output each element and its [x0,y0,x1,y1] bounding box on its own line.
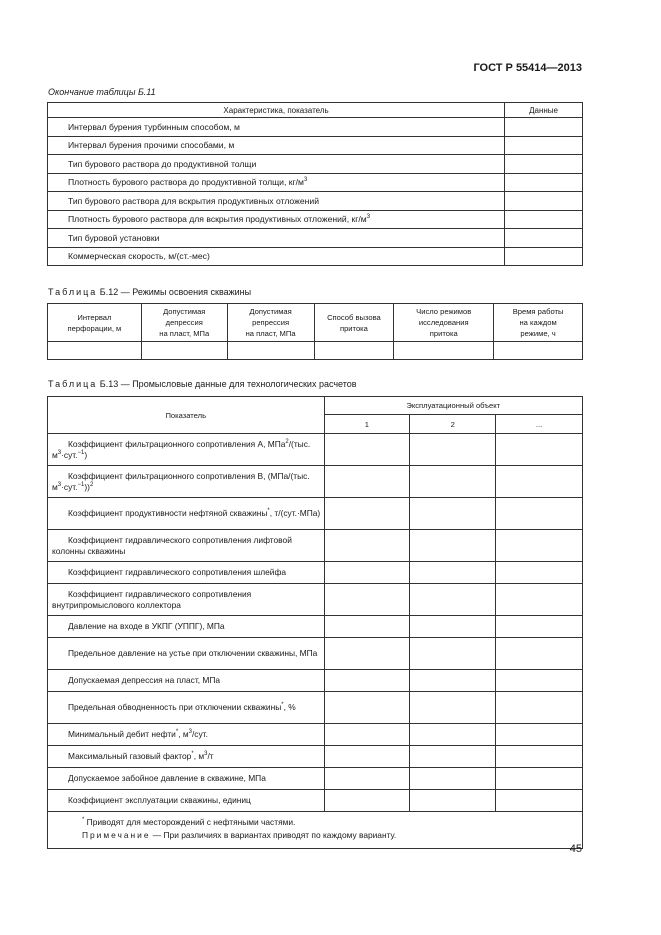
table-b13-notes [48,812,583,849]
value-cell [324,724,410,746]
table-row [48,466,583,498]
table-b13-title: Б.13 — Промысловые данные для технологических расчетов [97,379,357,389]
header-line: на пласт, МПа [159,329,210,338]
empty-cell [48,342,142,360]
col-indicator: Показатель [48,397,325,434]
value-cell [410,692,496,724]
note-label: Примечание [82,830,151,840]
table-row [48,155,583,174]
header-line: Число режимов [416,307,472,316]
value-cell [324,498,410,530]
superscript: 2 [89,481,94,488]
header-line: исследования [418,318,469,327]
row-text: ) [84,449,88,460]
b12-header-1 [48,304,142,342]
table-b11 [47,102,583,266]
value-cell [496,498,583,530]
row-label [48,118,505,137]
table-row [48,790,583,812]
value-cell [496,530,583,562]
note [82,829,576,842]
table-row [48,498,583,530]
row-text: , т/(сут.·МПа) [269,508,321,519]
row-label [48,670,325,692]
col-characteristic: Характеристика, показатель [48,103,505,118]
superscript: 2 [285,439,289,446]
b12-header-3 [227,304,314,342]
row-label [48,562,325,584]
row-text: Предельная обводненность при отключении скважины [68,702,282,713]
row-text: Коэффициент эксплуатации скважины, единиц [68,795,251,806]
table-row [48,192,583,211]
value-cell [496,768,583,790]
value-cell [410,616,496,638]
data-cell [505,247,583,266]
footnote [82,816,576,829]
header-line: депрессия [165,318,203,327]
value-cell [496,670,583,692]
value-cell [410,434,496,466]
row-text: , м [193,751,205,762]
row-text: Давление на входе в УКПГ (УППГ), МПа [68,621,225,632]
row-text: /т [207,751,214,762]
table-row [48,616,583,638]
empty-cell [494,342,583,360]
table-row [48,724,583,746]
table-b11-caption: Окончание таблицы Б.11 [48,87,156,97]
superscript: * [175,729,179,736]
value-cell [410,530,496,562]
value-cell [496,692,583,724]
value-cell [496,584,583,616]
table-row [48,136,583,155]
row-text: , % [283,702,296,713]
table-row [48,768,583,790]
row-label [48,768,325,790]
header-line: притока [339,323,368,333]
value-cell [324,584,410,616]
row-text: Допускаемое забойное давление в скважине, МПа [68,773,266,784]
object-col-2: 2 [410,415,496,434]
value-cell [324,692,410,724]
value-cell [410,790,496,812]
value-cell [324,434,410,466]
row-label [48,192,505,211]
value-cell [324,638,410,670]
row-label [48,210,505,229]
value-cell [410,724,496,746]
value-cell [410,768,496,790]
value-cell [324,670,410,692]
table-b13-caption [48,379,357,389]
row-text: Коэффициент гидравлического сопротивления шлейфа [68,567,287,578]
data-cell [505,155,583,174]
note-text: — При различиях в вариантах приводят по каждому варианту. [150,830,397,840]
b12-header-2 [141,304,227,342]
value-cell [410,670,496,692]
row-text: Предельное давление на устье при отключении скважины, МПа [68,648,318,659]
row-label [48,616,325,638]
superscript: −1 [77,449,85,456]
b12-header-4 [314,304,394,342]
value-cell [496,616,583,638]
empty-cell [314,342,394,360]
data-cell [505,173,583,192]
header-line: режиме, ч [520,329,556,338]
data-cell [505,192,583,211]
data-cell [505,118,583,137]
superscript: * [281,702,284,709]
row-label [48,638,325,670]
header-line: притока [429,329,458,338]
row-text: Интервал бурения прочими способами, м [68,140,235,151]
row-text: /сут. [191,729,208,740]
row-text: ·сут. [61,449,78,460]
empty-cell [227,342,314,360]
table-b13 [47,396,583,849]
row-label [48,155,505,174]
row-label [48,746,325,768]
value-cell [410,584,496,616]
superscript: 3 [303,177,308,184]
standard-number: ГОСТ Р 55414—2013 [473,62,582,74]
table-row [48,210,583,229]
table-row [48,584,583,616]
empty-cell [141,342,227,360]
footnote-mark: * [82,817,85,824]
row-text: Минимальный дебит нефти [68,729,176,740]
superscript: 3 [188,729,192,736]
superscript: −1 [77,481,85,488]
row-label [48,434,325,466]
b12-header-5 [394,304,494,342]
table-row [48,638,583,670]
superscript: * [267,508,270,515]
header-line: Способ вызова [327,312,381,322]
table-row [48,173,583,192]
table-row [48,530,583,562]
empty-cell [394,342,494,360]
data-cell [505,210,583,229]
row-label [48,530,325,562]
table-row [48,434,583,466]
page-number: 45 [569,843,582,855]
header-line: Допустимая [249,307,292,316]
table-word: Таблица [48,379,98,389]
superscript: 3 [204,751,208,758]
data-cell [505,229,583,248]
header-line: перфорации, м [67,323,122,333]
superscript: 3 [57,449,62,456]
value-cell [496,638,583,670]
value-cell [410,638,496,670]
superscript: * [191,751,194,758]
object-col-1: 1 [324,415,410,434]
row-text: Коммерческая скорость, м/(ст.-мес) [68,251,210,262]
table-row [48,229,583,248]
col-data: Данные [505,103,583,118]
row-text: Тип буровой установки [68,232,160,243]
row-text: Плотность бурового раствора для вскрытия продуктивных отложений, кг/м [68,214,367,225]
row-text: , м [178,729,189,740]
superscript: 3 [366,214,371,221]
row-label [48,247,505,266]
table-row [48,692,583,724]
row-text: Коэффициент продуктивности нефтяной скважины [68,508,268,519]
object-col-3: ... [496,415,583,434]
row-text: ·сут. [61,481,78,492]
value-cell [496,466,583,498]
row-text: Коэффициент гидравлического сопротивления лифтовой колонны скважины [52,535,292,556]
header-line: Время работы [512,307,564,316]
value-cell [410,746,496,768]
value-cell [496,434,583,466]
header-line: репрессия [252,318,290,327]
value-cell [410,498,496,530]
row-text: Коэффициент фильтрационного сопротивления В, (МПа/(тыс. м [52,471,310,492]
row-text: Коэффициент гидравлического сопротивления внутрипромыслового коллектора [52,589,252,610]
value-cell [324,466,410,498]
value-cell [324,562,410,584]
value-cell [496,562,583,584]
row-label [48,790,325,812]
row-label [48,229,505,248]
value-cell [324,616,410,638]
row-label [48,498,325,530]
row-text: /(тыс. м [52,439,311,460]
header-line: Допустимая [163,307,206,316]
col-operating-object: Эксплуатационный объект [324,397,583,415]
table-b12-caption [48,287,251,297]
data-cell [505,136,583,155]
row-label [48,584,325,616]
footnote-text: Приводят для месторождений с нефтяными частями. [84,817,296,827]
value-cell [410,562,496,584]
value-cell [324,746,410,768]
table-b12-title: Б.12 — Режимы освоения скважины [97,287,252,297]
row-label [48,466,325,498]
row-label [48,136,505,155]
header-line: Интервал [77,312,112,322]
table-b12 [47,303,583,360]
table-row [48,562,583,584]
row-text: Максимальный газовый фактор [68,751,192,762]
value-cell [496,724,583,746]
header-line: на пласт, МПа [245,329,296,338]
row-label [48,724,325,746]
row-text: Тип бурового раствора до продуктивной толщи [68,158,257,169]
value-cell [324,530,410,562]
b12-header-6 [494,304,583,342]
value-cell [496,790,583,812]
row-label [48,692,325,724]
table-word: Таблица [48,287,98,297]
header-line: на каждом [519,318,557,327]
value-cell [324,790,410,812]
table-row [48,670,583,692]
value-cell [496,746,583,768]
row-label [48,173,505,192]
table-row [48,746,583,768]
value-cell [410,466,496,498]
table-row [48,118,583,137]
superscript: 3 [57,481,62,488]
row-text: Интервал бурения турбинным способом, м [68,121,240,132]
value-cell [324,768,410,790]
row-text: Плотность бурового раствора до продуктивной толщи, кг/м [68,177,304,188]
row-text: Тип бурового раствора для вскрытия продуктивных отложений [68,195,319,206]
row-text: Коэффициент фильтрационного сопротивления А, МПа [68,439,286,449]
row-text: Допускаемая депрессия на пласт, МПа [68,675,221,686]
row-text: )) [84,481,90,492]
table-row [48,247,583,266]
